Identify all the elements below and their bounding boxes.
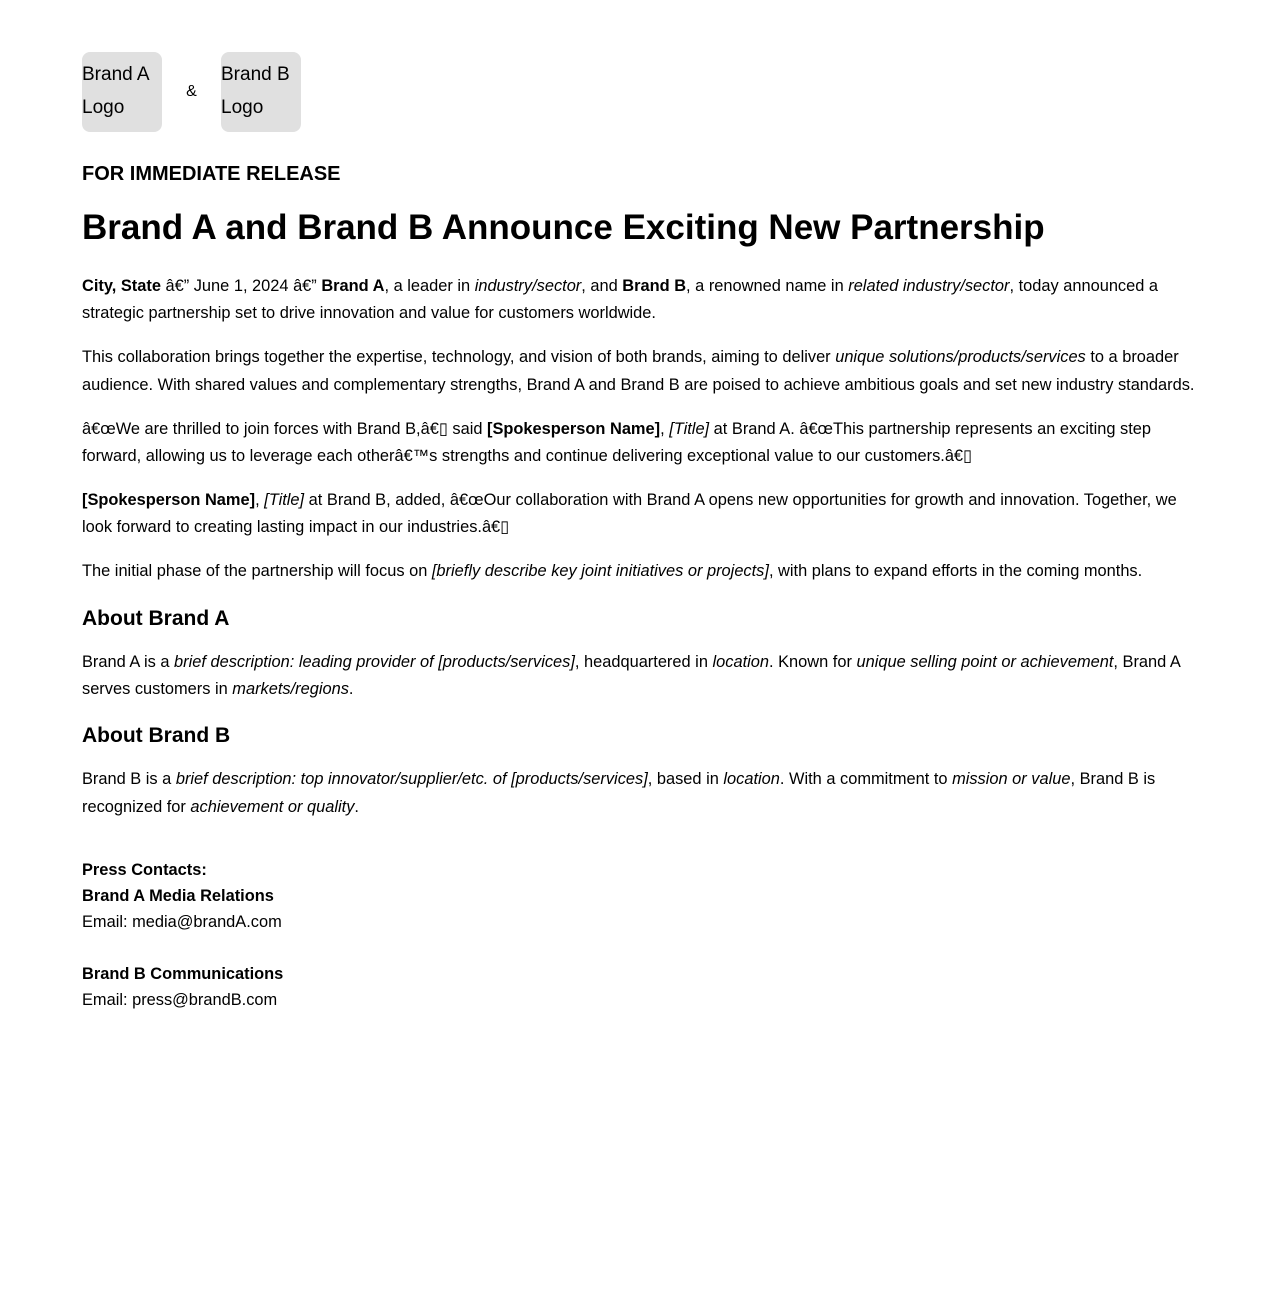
brand-b-logo: Brand B Logo [221, 52, 301, 132]
collaboration-paragraph [82, 344, 1198, 399]
brand-a-contact-name: Brand A Media Relations [82, 887, 274, 906]
brand-a-contact-email: Email: media@brandA.com [82, 913, 282, 932]
brand-b-contact-name: Brand B Communications [82, 965, 284, 984]
sector-b: related industry/sector [848, 277, 1010, 295]
release-label: FOR IMMEDIATE RELEASE [82, 163, 341, 185]
brand-b-name: Brand B [622, 277, 687, 295]
text: to a broader audience. With shared values and complementary strengths, Brand A and Brand B are poised to achieve ambitious goals and set new industry standards. [82, 348, 1195, 394]
brand-b-contact-email: Email: press@brandB.com [82, 991, 278, 1010]
brand-a-name: Brand A [321, 277, 385, 295]
text: , Brand B is recognized for [82, 770, 1156, 816]
text: This collaboration brings together the expertise, technology, and vision of both brands, aiming to deliver [82, 348, 836, 367]
text: , based in [647, 770, 724, 789]
text: , with plans to expand efforts in the coming months. [768, 562, 1143, 581]
brand-b-description: brief description: top innovator/supplier/etc. of [products/services] [175, 770, 648, 789]
logo-row [82, 52, 1198, 132]
text: , Brand A serves customers in [82, 652, 1180, 699]
text: , [660, 419, 670, 438]
text: , and [581, 277, 623, 295]
text: â€œWe are thrilled to join forces with Brand B,â€▯ said [82, 419, 488, 438]
contact-spacer [82, 935, 1198, 961]
initiatives: [briefly describe key joint initiatives or projects] [431, 562, 769, 581]
text: . With a commitment to [779, 770, 953, 789]
solutions: unique solutions/products/services [835, 348, 1086, 367]
text: . [354, 797, 359, 816]
text: at Brand B, added, â€œOur collaboration with Brand A opens new opportunities for growth and innovation. Together, we look forward to creating lasting impact in our industries.â€▯ [82, 490, 1177, 537]
brand-a-description: brief description: leading provider of [products/services] [174, 652, 575, 671]
text: , today announced a strategic partnership set to drive innovation and value for customers worldwide. [82, 277, 1159, 323]
about-brand-a-paragraph [82, 649, 1198, 704]
text: . [348, 680, 354, 699]
text: The initial phase of the partnership will focus on [82, 562, 432, 581]
spokesperson-a: [Spokesperson Name] [487, 419, 661, 438]
brand-b-mission: mission or value [952, 770, 1071, 789]
brand-b-location: location [723, 770, 780, 789]
text: , a leader in [384, 277, 475, 295]
text: at Brand A. â€œThis partnership represents an exciting step forward, allowing us to leverage each otherâ€™s strengths and continue delivering exceptional value to our customers.â€▯ [82, 419, 1151, 466]
quote-brand-a-paragraph [82, 416, 1198, 471]
text: , headquartered in [574, 652, 713, 671]
text: , a renowned name in [686, 277, 849, 295]
initiatives-paragraph [82, 558, 1198, 585]
sector-a: industry/sector [474, 277, 582, 295]
text: Brand A is a [82, 652, 175, 671]
press-contacts-heading: Press Contacts: [82, 861, 207, 880]
text: Brand B is a [82, 770, 176, 789]
brand-b-achievement: achievement or quality [190, 797, 355, 816]
title-a: [Title] [669, 419, 710, 438]
logo-separator: & [186, 83, 197, 100]
spokesperson-b: [Spokesperson Name] [82, 490, 256, 509]
about-brand-b-paragraph [82, 766, 1198, 821]
quote-brand-b-paragraph [82, 487, 1198, 542]
press-contacts [82, 857, 1198, 1013]
about-brand-a-heading: About Brand A [82, 606, 230, 630]
text: â€” June 1, 2024 â€” [160, 277, 322, 295]
brand-a-logo: Brand A Logo [82, 52, 162, 132]
headline: Brand A and Brand B Announce Exciting New Partnership [82, 208, 1045, 247]
about-brand-b-heading: About Brand B [82, 724, 231, 748]
intro-paragraph [82, 273, 1198, 328]
text: . Known for [769, 652, 857, 671]
brand-a-markets: markets/regions [232, 680, 349, 699]
brand-a-location: location [712, 652, 769, 671]
dateline: City, State [82, 277, 161, 295]
title-b: [Title] [264, 490, 305, 509]
brand-a-usp: unique selling point or achievement [856, 652, 1114, 671]
text: , [255, 490, 265, 509]
